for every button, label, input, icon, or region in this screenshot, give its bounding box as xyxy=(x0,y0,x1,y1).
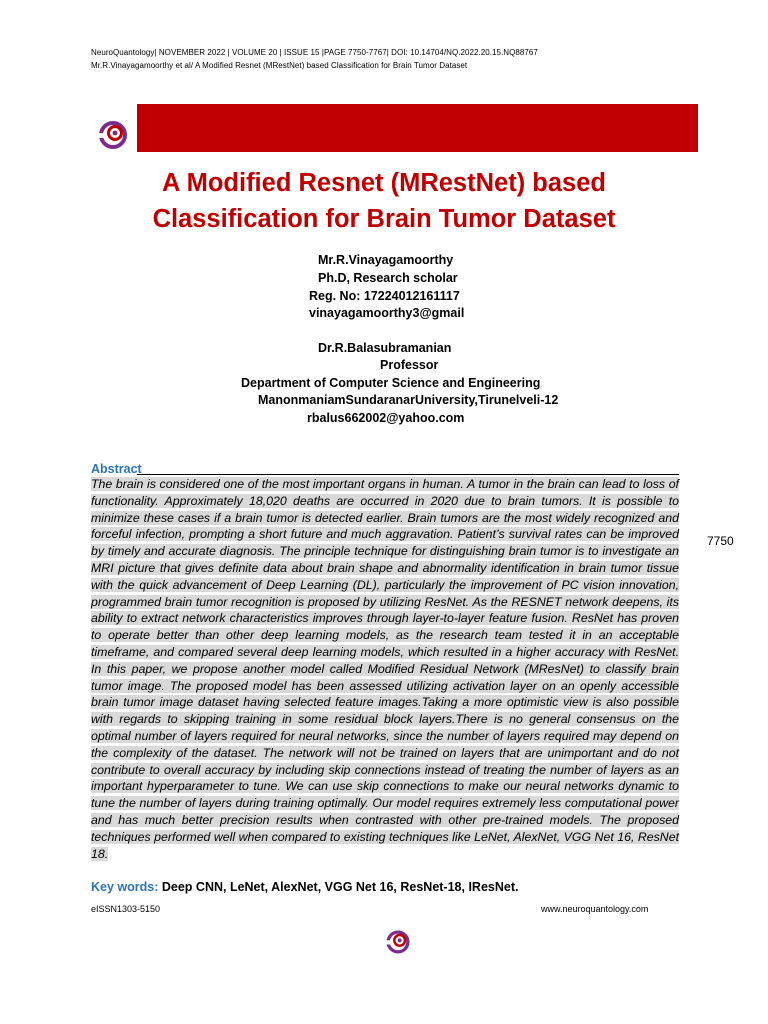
paper-title-line-2: Classification for Brain Tumor Dataset xyxy=(152,205,616,233)
journal-citation-line: NeuroQuantology| NOVEMBER 2022 | VOLUME 20 | ISSUE 15 |PAGE 7750-7767| DOI: 10.14704/NQ.2022.20.15.NQ88767 xyxy=(91,48,538,57)
author2-university: ManonmaniamSundaranarUniversity,Tirunelveli-12 xyxy=(258,393,559,407)
neuroquantology-logo-icon xyxy=(96,118,130,152)
article-running-title: Mr.R.Vinayagamoorthy et al/ A Modified Resnet (MRestNet) based Classification for Brain Tumor Dataset xyxy=(91,61,468,70)
abstract-divider xyxy=(137,474,679,475)
masthead-red-bar xyxy=(137,104,698,152)
author2-role: Professor xyxy=(380,358,439,372)
footer-issn: eISSN1303-5150 xyxy=(91,904,161,914)
author1-name: Mr.R.Vinayagamoorthy xyxy=(318,253,454,267)
abstract-body xyxy=(91,476,679,862)
author2-email: rbalus662002@yahoo.com xyxy=(307,411,465,425)
page-number: 7750 xyxy=(707,534,734,548)
keywords-text: Deep CNN, LeNet, AlexNet, VGG Net 16, ResNet-18, IResNet. xyxy=(161,880,519,894)
paper-title-line-1: A Modified Resnet (MRestNet) based xyxy=(162,169,606,197)
keywords xyxy=(91,879,518,895)
footer-logo-icon xyxy=(384,928,412,956)
author2-dept: Department of Computer Science and Engineering xyxy=(241,376,541,390)
abstract-heading: Abstract xyxy=(91,462,142,476)
author1-role: Ph.D, Research scholar xyxy=(318,271,458,285)
abstract-text: The brain is considered one of the most important organs in human. A tumor in the brain can lead to loss of functionality. Approximately 18,020 deaths are occurred in 2020 due to brain tumors. It is possible to minimize these cases if a brain tumor is detected earlier. Brain tumors are the most widely recognized and forceful infection, prompting a short future and much aggravation. Patient’s survival rates can be improved by timely and accurate diagnosis. The principle technique for distinguishing brain tumor is to investigate an MRI picture that gives definite data about brain shape and abnormality identification in brain tumor tissue with the quick advancement of Deep Learning (DL), particularly the improvement of PC vision innovation, programmed brain tumor recognition is proposed by utilizing ResNet. As the RESNET network deepens, its ability to extract network characteristics improves through layer-to-layer feature fusion. ResNet has proven to operate better than other deep learning models, as the research team tested it in an acceptable timeframe, and compared several deep learning models, which resulted in a higher accuracy with ResNet. In this paper, we propose another model called Modified Residual Network (MResNet) to classify brain tumor image. The proposed model has been assessed utilizing activation layer on an openly accessible brain tumor image dataset having selected feature images.Taking a more optimistic view is also possible with regards to skipping training in some residual block layers.There is no general consensus on the optimal number of layers required for neural networks, since the number of layers required may depend on the complexity of the dataset. The network will not be trained on layers that are unimportant and do not contribute to overall accuracy by including skip connections instead of treating the number of layers as an important hyperparameter to tune. We can use skip connections to make our neural networks dynamic to tune the number of layers during training optimally. Our model requires extremely less computational power and has much better precision results when contrasted with other pre-trained models. The proposed techniques performed well when compared to existing techniques like LeNet, AlexNet, VGG Net 16, ResNet 18. xyxy=(91,477,679,861)
author2-name: Dr.R.Balasubramanian xyxy=(318,341,452,355)
keywords-label: Key words: xyxy=(91,880,159,894)
author1-reg: Reg. No: 17224012161117 xyxy=(309,289,460,303)
footer-url: www.neuroquantology.com xyxy=(541,904,649,914)
author1-email: vinayagamoorthy3@gmail xyxy=(309,306,465,320)
